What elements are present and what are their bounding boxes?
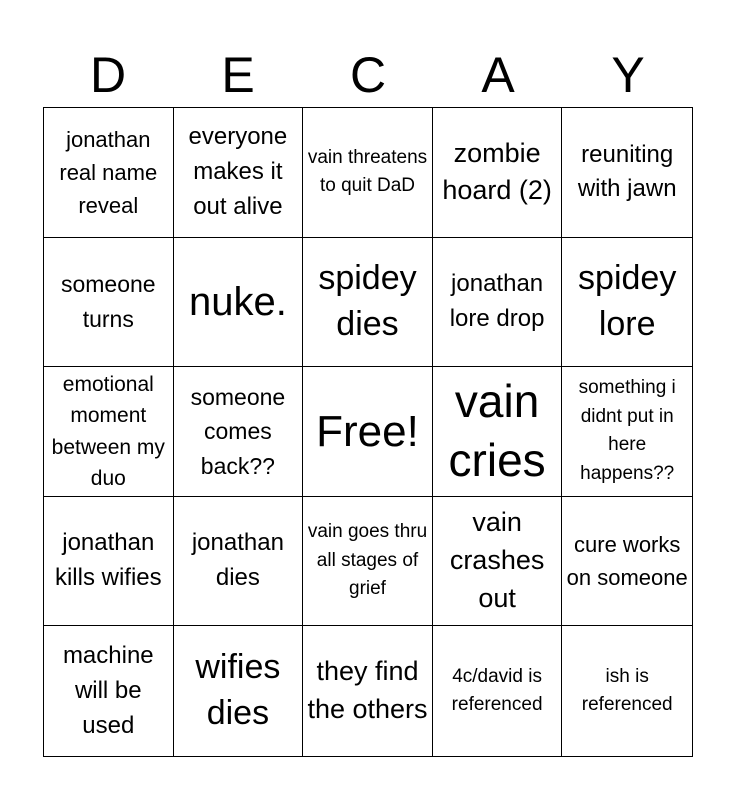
bingo-cell-5-3[interactable]: they find the others <box>303 626 433 756</box>
bingo-cell-5-5[interactable]: ish is referenced <box>581 665 673 716</box>
bingo-cell-3-5[interactable]: something i didnt put in here happens?? <box>562 367 692 497</box>
bingo-cell-2-2[interactable]: nuke. <box>174 238 304 368</box>
bingo-cell-3-1[interactable]: emotional moment between my duo <box>44 367 174 497</box>
header-letter-y: Y <box>611 47 645 103</box>
bingo-cell-2-3[interactable]: spidey dies <box>303 238 433 368</box>
bingo-cell-1-2[interactable]: everyone makes it out alive <box>174 108 304 238</box>
bingo-cell-2-1[interactable]: someone turns <box>44 238 174 368</box>
header-letter-e: E <box>221 47 255 103</box>
bingo-cell-3-4[interactable]: vain cries <box>433 367 563 497</box>
bingo-cell-3-2[interactable]: someone comes back?? <box>174 367 304 497</box>
bingo-cell-4-4[interactable]: vain crashes out <box>433 497 563 627</box>
bingo-cell-4-1[interactable]: jonathan kills wifies <box>44 497 174 627</box>
bingo-board <box>43 107 693 757</box>
bingo-header <box>43 44 693 106</box>
bingo-cell-5-4[interactable]: 4c/david is referenced <box>433 626 563 756</box>
header-letter-a: A <box>481 47 515 103</box>
bingo-cell-4-2[interactable]: jonathan dies <box>174 497 304 627</box>
bingo-cell-3-3-free[interactable]: Free! <box>303 367 433 497</box>
header-letter-c: C <box>349 47 387 103</box>
bingo-cell-5-2[interactable]: wifies dies <box>174 626 304 756</box>
bingo-cell-4-3[interactable]: vain goes thru all stages of grief <box>303 497 433 627</box>
bingo-cell-1-3[interactable]: vain threatens to quit DaD <box>303 108 433 238</box>
bingo-cell-1-4[interactable]: zombie hoard (2) <box>433 108 563 238</box>
bingo-cell-4-5[interactable]: cure works on someone <box>562 497 692 627</box>
bingo-cell-5-1[interactable]: machine will be used <box>44 626 174 756</box>
header-letter-d: D <box>89 47 127 103</box>
bingo-cell-1-5[interactable]: reuniting with jawn <box>562 108 692 238</box>
bingo-cell-2-5[interactable]: spidey lore <box>562 238 692 368</box>
bingo-cell-2-4[interactable]: jonathan lore drop <box>433 238 563 368</box>
bingo-cell-1-1[interactable]: jonathan real name reveal <box>44 108 174 238</box>
